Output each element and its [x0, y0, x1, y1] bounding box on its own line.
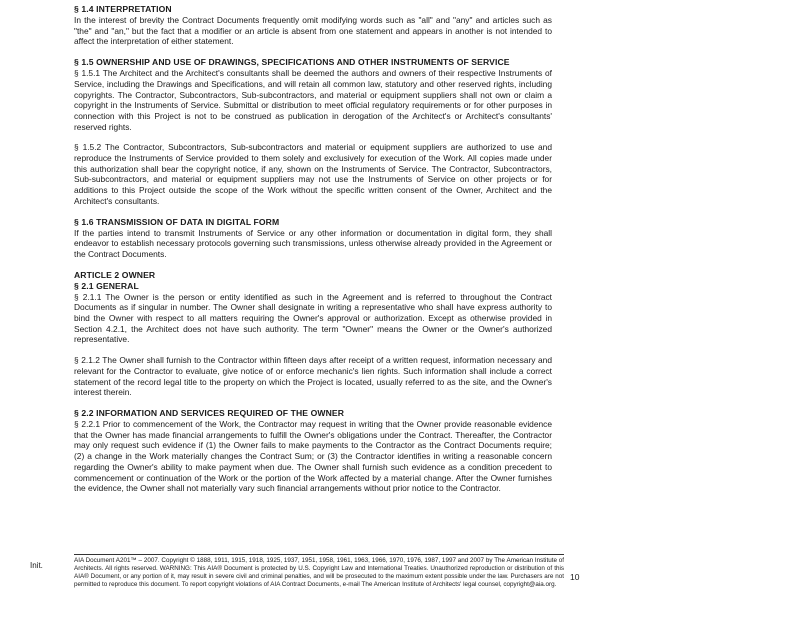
section-paragraph: § 1.5.2 The Contractor, Subcontractors, Sub-subcontractors and material or equipment suppliers are authorized to use and reproduce the Instruments of Service provided to them solely and exclusively for execution of the Work. All copies made under this authorization shall bear the copyright notice, if any, shown on the Instruments of Service. The Contractor, Subcontractors, Sub-subcontractors, and material or equipment suppliers may not use the Instruments of Service on other projects or for additions to this Project outside the scope of the Work without the specific written consent of the Owner, Architect and the Architect's consultants. [74, 142, 552, 206]
section-heading: § 2.1 GENERAL [74, 280, 139, 291]
copyright-footer: AIA Document A201™ – 2007. Copyright © 1888, 1911, 1915, 1918, 1925, 1937, 1951, 1958, 1961, 1963, 1966, 1970, 1976, 1987, 1997 and 2007 by The American Institute of Architects. All rights reserved. WARNING: This AIA® Document is protected by U.S. Copyright Law and International Treaties. Unauthorized reproduction or distribution of this AIA® Document, or any portion of it, may result in severe civil and criminal penalties, and will be prosecuted to the maximum extent possible under the law. Purchasers are not permitted to reproduce this document. To report copyright violations of AIA Contract Documents, e-mail The American Institute of Architects' legal counsel, copyright@aia.org. [74, 554, 564, 589]
section-spacer [74, 260, 552, 270]
section-paragraph: § 2.1.2 The Owner shall furnish to the Contractor within fifteen days after receipt of a written request, information necessary and relevant for the Contractor to evaluate, give notice of or enforce mechanic's lien rights. Such information shall include a correct statement of the record legal title to the property on which the Project is located, usually referred to as the site, and the Owner's interest therein. [74, 355, 552, 398]
section-heading: ARTICLE 2 OWNER [74, 269, 156, 280]
section-paragraph: § 2.2.1 Prior to commencement of the Work, the Contractor may request in writing that the Owner provide reasonable evidence that the Owner has made financial arrangements to fulfill the Owner's obligations under the Contract. Thereafter, the Contractor may only request such evidence if (1) the Owner fails to make payments to the Contractor as the Contract Documents require; (2) a change in the Work materially changes the Contract Sum; or (3) the Contractor identifies in writing a reasonable concern regarding the Owner's ability to make payment when due. The Owner shall furnish such evidence as a condition precedent to commencement or continuation of the Work or the portion of the Work affected by a material change. After the Owner furnishes the evidence, the Owner shall not materially vary such financial arrangements without prior notice to the Contractor. [74, 418, 552, 494]
section-spacer [74, 207, 552, 217]
section-spacer [74, 398, 552, 408]
section-paragraph: If the parties intend to transmit Instruments of Service or any other information or documentation in digital form, they shall endeavor to establish necessary protocols governing such transmissions, unless otherwise already provided in the Agreement or the Contract Documents. [74, 227, 552, 259]
section-paragraph: § 1.5.1 The Architect and the Architect's consultants shall be deemed the authors and owners of their respective Instruments of Service, including the Drawings and Specifications, and will retain all common law, statutory and other reserved rights, including copyrights. The Contractor, Subcontractors, Sub-subcontractors, and material or equipment suppliers shall not own or claim a copyright in the Instruments of Service. Submittal or distribution to meet official regulatory requirements or for other purposes in connection with this Project is not to be construed as publication in derogation of the Architect's or Architect's consultants' reserved rights. [74, 68, 552, 132]
section-paragraph: In the interest of brevity the Contract Documents frequently omit modifying words such as "all" and "any" and articles such as "the" and "an," but the fact that a modifier or an article is absent from one statement and appears in another is not intended to affect the interpretation of either statement. [74, 15, 552, 47]
section-heading: § 2.2 INFORMATION AND SERVICES REQUIRED OF THE OWNER [74, 407, 345, 418]
document-body [74, 4, 552, 494]
section-spacer [74, 47, 552, 57]
section-heading: § 1.4 INTERPRETATION [74, 4, 172, 14]
section-spacer [74, 132, 552, 142]
section-paragraph: § 2.1.1 The Owner is the person or entity identified as such in the Agreement and is referred to throughout the Contract Documents as if singular in number. The Owner shall designate in writing a representative who shall have express authority to bind the Owner with respect to all matters requiring the Owner's approval or authorization. Except as otherwise provided in Section 4.2.1, the Architect does not have such authority. The term "Owner" means the Owner or the Owner's authorized representative. [74, 291, 552, 345]
initials-label: Init. [30, 561, 43, 570]
page-number: 10 [570, 572, 580, 582]
section-heading: § 1.6 TRANSMISSION OF DATA IN DIGITAL FORM [74, 216, 280, 227]
section-spacer [74, 345, 552, 355]
section-heading: § 1.5 OWNERSHIP AND USE OF DRAWINGS, SPECIFICATIONS AND OTHER INSTRUMENTS OF SERVICE [74, 57, 510, 68]
